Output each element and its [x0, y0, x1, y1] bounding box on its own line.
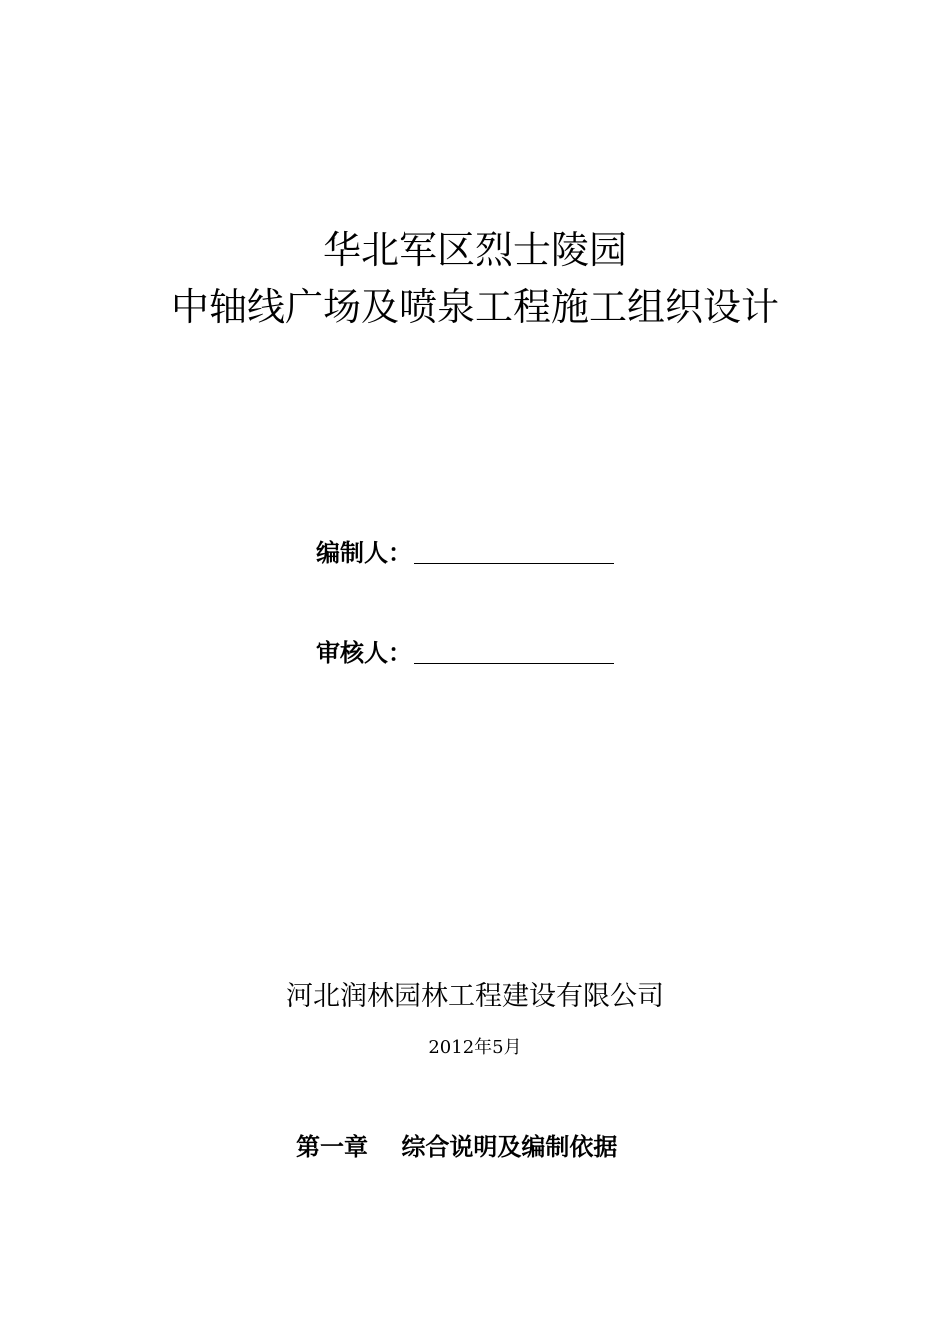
reviewer-signature-row — [316, 632, 614, 668]
compiler-label: 编制人： — [316, 538, 412, 567]
chapter-title: 综合说明及编制依据 — [401, 1132, 618, 1161]
title-line-2: 中轴线广场及喷泉工程施工组织设计 — [170, 285, 779, 329]
reviewer-signature-line — [414, 663, 614, 664]
compiler-signature-line — [414, 563, 614, 564]
title-line-1: 华北军区烈士陵园 — [322, 228, 627, 272]
compiler-signature-row — [316, 532, 614, 568]
chapter-number: 第一章 — [296, 1132, 368, 1161]
reviewer-label: 审核人： — [316, 638, 412, 667]
document-date: 2012年5月 — [428, 1037, 522, 1058]
company-name: 河北润林园林工程建设有限公司 — [286, 981, 664, 1012]
chapter-heading — [296, 1132, 617, 1162]
